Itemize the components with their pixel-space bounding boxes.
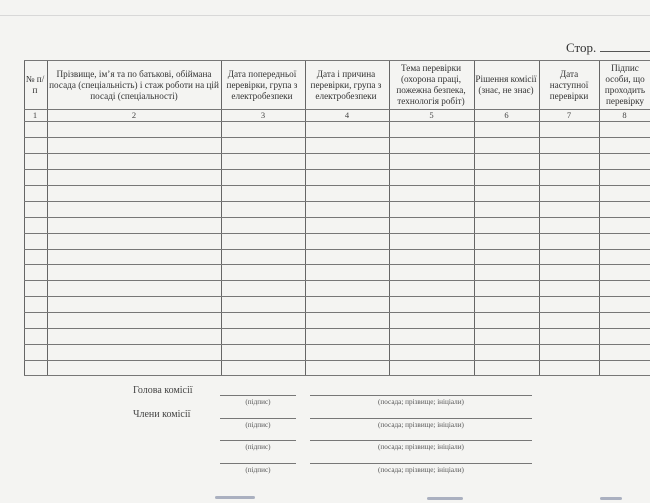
table-cell[interactable] xyxy=(540,186,599,201)
member2-signature-line[interactable] xyxy=(220,440,296,441)
table-cell[interactable] xyxy=(600,345,650,360)
table-cell[interactable] xyxy=(25,345,47,360)
table-cell[interactable] xyxy=(600,313,650,328)
table-cell[interactable] xyxy=(306,122,389,137)
table-cell[interactable] xyxy=(25,361,47,376)
table-cell[interactable] xyxy=(222,234,305,249)
member2-signature-caption: (підпис) xyxy=(245,443,271,451)
column-number: 5 xyxy=(429,110,434,120)
table-cell[interactable] xyxy=(540,234,599,249)
table-cell[interactable] xyxy=(600,170,650,185)
table-cell[interactable] xyxy=(475,154,539,169)
table-cell[interactable] xyxy=(540,265,599,280)
table-cell[interactable] xyxy=(48,186,221,201)
table-cell[interactable] xyxy=(390,329,474,344)
table-cell[interactable] xyxy=(540,138,599,153)
table-cell[interactable] xyxy=(25,138,47,153)
chair-signature-line[interactable] xyxy=(220,395,296,396)
table-cell[interactable] xyxy=(25,234,47,249)
table-cell[interactable] xyxy=(306,265,389,280)
chair-signature-caption: (підпис) xyxy=(245,398,271,406)
table-cell[interactable] xyxy=(390,297,474,312)
table-cell[interactable] xyxy=(25,265,47,280)
table-cell[interactable] xyxy=(222,297,305,312)
table-cell[interactable] xyxy=(48,122,221,137)
table-cell[interactable] xyxy=(475,122,539,137)
header-cell-decision: Рішення комісії (знає, не знає) xyxy=(475,74,537,95)
header-cell-check-reason: Дата і причина перевірки, група з електробезпеки xyxy=(310,68,382,101)
table-cell[interactable] xyxy=(600,297,650,312)
table-cell[interactable] xyxy=(600,281,650,296)
column-number: 1 xyxy=(32,110,38,120)
member1-position-caption: (посада; прізвище; ініціали) xyxy=(378,421,464,429)
members-label: Члени комісії xyxy=(133,409,191,420)
table-cell[interactable] xyxy=(48,297,221,312)
header-cell-signature: Підпис особи, що проходить перевірку xyxy=(604,63,646,106)
table-cell[interactable] xyxy=(540,154,599,169)
table-cell[interactable] xyxy=(540,329,599,344)
table-cell[interactable] xyxy=(600,122,650,137)
table-cell[interactable] xyxy=(390,345,474,360)
table-cell[interactable] xyxy=(390,281,474,296)
table-cell[interactable] xyxy=(390,218,474,233)
table-cell[interactable] xyxy=(48,234,221,249)
table-cell[interactable] xyxy=(540,122,599,137)
scan-artifact-mark xyxy=(215,496,255,499)
table-cell[interactable] xyxy=(600,234,650,249)
table-cell[interactable] xyxy=(390,265,474,280)
table-cell[interactable] xyxy=(475,202,539,217)
table-cell[interactable] xyxy=(600,265,650,280)
table-cell[interactable] xyxy=(390,250,474,265)
table-cell[interactable] xyxy=(306,138,389,153)
table-cell[interactable] xyxy=(222,281,305,296)
table-cell[interactable] xyxy=(48,218,221,233)
table-cell[interactable] xyxy=(306,202,389,217)
table-cell[interactable] xyxy=(306,170,389,185)
table-cell[interactable] xyxy=(306,361,389,376)
table-cell[interactable] xyxy=(222,138,305,153)
page-number-field xyxy=(566,40,650,56)
table-cell[interactable] xyxy=(475,361,539,376)
table-cell[interactable] xyxy=(48,250,221,265)
table-cell[interactable] xyxy=(600,202,650,217)
table-cell[interactable] xyxy=(540,345,599,360)
table-cell[interactable] xyxy=(540,218,599,233)
table-cell[interactable] xyxy=(540,250,599,265)
table-cell[interactable] xyxy=(48,154,221,169)
member1-signature-caption: (підпис) xyxy=(245,421,271,429)
table-cell[interactable] xyxy=(25,186,47,201)
table-cell[interactable] xyxy=(48,170,221,185)
table-cell[interactable] xyxy=(222,170,305,185)
member1-position-line[interactable] xyxy=(310,418,532,419)
page-number-blank[interactable] xyxy=(600,41,650,52)
table-cell[interactable] xyxy=(600,250,650,265)
table-cell[interactable] xyxy=(25,170,47,185)
table-cell[interactable] xyxy=(306,218,389,233)
member1-signature-line[interactable] xyxy=(220,418,296,419)
table-cell[interactable] xyxy=(540,313,599,328)
table-cell[interactable] xyxy=(306,250,389,265)
table-cell[interactable] xyxy=(222,186,305,201)
header-cell-previous-check: Дата попередньої перевірки, група з електробезпеки xyxy=(226,68,298,101)
table-cell[interactable] xyxy=(390,313,474,328)
chair-label: Голова комісії xyxy=(133,385,193,396)
table-cell[interactable] xyxy=(306,186,389,201)
table-cell[interactable] xyxy=(25,202,47,217)
table-cell[interactable] xyxy=(390,170,474,185)
table-cell[interactable] xyxy=(390,122,474,137)
table-cell[interactable] xyxy=(475,265,539,280)
table-cell[interactable] xyxy=(390,186,474,201)
table-cell[interactable] xyxy=(540,170,599,185)
table-cell[interactable] xyxy=(25,154,47,169)
column-number: 6 xyxy=(504,110,509,120)
column-number: 3 xyxy=(260,110,266,120)
table-cell[interactable] xyxy=(222,329,305,344)
table-cell[interactable] xyxy=(390,361,474,376)
page-number-label: Стор. xyxy=(566,40,597,55)
table-cell[interactable] xyxy=(25,281,47,296)
table-cell[interactable] xyxy=(540,281,599,296)
table-row-line xyxy=(24,60,650,61)
table-cell[interactable] xyxy=(25,218,47,233)
table-cell[interactable] xyxy=(390,138,474,153)
table-cell[interactable] xyxy=(25,297,47,312)
member2-position-caption: (посада; прізвище; ініціали) xyxy=(378,443,464,451)
table-cell[interactable] xyxy=(222,361,305,376)
table-row-line xyxy=(24,109,650,110)
table-cell[interactable] xyxy=(48,345,221,360)
table-cell[interactable] xyxy=(222,122,305,137)
table-cell[interactable] xyxy=(475,218,539,233)
scan-artifact-mark xyxy=(427,497,463,500)
header-cell-number: № п/п xyxy=(25,74,45,95)
table-cell[interactable] xyxy=(306,297,389,312)
member3-position-caption: (посада; прізвище; ініціали) xyxy=(378,466,464,474)
table-cell[interactable] xyxy=(222,218,305,233)
table-cell[interactable] xyxy=(48,138,221,153)
table-cell[interactable] xyxy=(600,138,650,153)
header-cell-name: Прізвище, ім’я та по батькові, обіймана посада (спеціальність) і стаж роботи на цій посаді (спеціальності) xyxy=(49,68,219,101)
chair-position-line[interactable] xyxy=(310,395,532,396)
table-cell[interactable] xyxy=(222,154,305,169)
table-cell[interactable] xyxy=(600,154,650,169)
table-cell[interactable] xyxy=(475,313,539,328)
chair-position-caption: (посада; прізвище; ініціали) xyxy=(378,398,464,406)
table-cell[interactable] xyxy=(222,202,305,217)
table-cell[interactable] xyxy=(475,186,539,201)
column-number: 2 xyxy=(131,110,137,120)
scan-artifact-mark xyxy=(600,497,622,500)
table-cell[interactable] xyxy=(48,281,221,296)
column-number: 4 xyxy=(344,110,350,120)
table-cell[interactable] xyxy=(306,345,389,360)
table-cell[interactable] xyxy=(475,329,539,344)
scan-edge-line xyxy=(0,15,650,16)
table-cell[interactable] xyxy=(48,265,221,280)
table-cell[interactable] xyxy=(48,202,221,217)
inspection-table xyxy=(24,60,650,376)
member3-signature-line[interactable] xyxy=(220,463,296,464)
table-cell[interactable] xyxy=(306,329,389,344)
table-cell[interactable] xyxy=(25,329,47,344)
table-cell[interactable] xyxy=(306,313,389,328)
table-cell[interactable] xyxy=(475,345,539,360)
table-cell[interactable] xyxy=(306,234,389,249)
table-cell[interactable] xyxy=(25,313,47,328)
member3-position-line[interactable] xyxy=(310,463,532,464)
table-cell[interactable] xyxy=(540,361,599,376)
table-cell[interactable] xyxy=(222,345,305,360)
table-cell[interactable] xyxy=(475,234,539,249)
table-cell[interactable] xyxy=(475,250,539,265)
table-cell[interactable] xyxy=(540,297,599,312)
member2-position-line[interactable] xyxy=(310,440,532,441)
table-cell[interactable] xyxy=(48,329,221,344)
table-cell[interactable] xyxy=(222,313,305,328)
member3-signature-caption: (підпис) xyxy=(245,466,271,474)
header-cell-next-check: Дата наступної перевірки xyxy=(549,68,589,101)
column-number: 7 xyxy=(566,110,572,120)
table-cell[interactable] xyxy=(48,361,221,376)
table-cell[interactable] xyxy=(48,313,221,328)
table-cell[interactable] xyxy=(25,250,47,265)
table-cell[interactable] xyxy=(475,170,539,185)
table-cell[interactable] xyxy=(600,186,650,201)
table-cell[interactable] xyxy=(475,281,539,296)
table-cell[interactable] xyxy=(25,122,47,137)
table-cell[interactable] xyxy=(222,265,305,280)
table-cell[interactable] xyxy=(600,329,650,344)
table-cell[interactable] xyxy=(600,361,650,376)
table-cell[interactable] xyxy=(390,202,474,217)
table-cell[interactable] xyxy=(475,297,539,312)
table-cell[interactable] xyxy=(600,218,650,233)
table-cell[interactable] xyxy=(222,250,305,265)
table-cell[interactable] xyxy=(306,154,389,169)
table-cell[interactable] xyxy=(390,234,474,249)
header-cell-check-topic: Тема перевірки (охорона праці, пожежна безпека, технологія робіт) xyxy=(396,63,466,106)
table-cell[interactable] xyxy=(540,202,599,217)
table-cell[interactable] xyxy=(390,154,474,169)
table-cell[interactable] xyxy=(475,138,539,153)
table-cell[interactable] xyxy=(306,281,389,296)
column-number: 8 xyxy=(622,110,627,120)
